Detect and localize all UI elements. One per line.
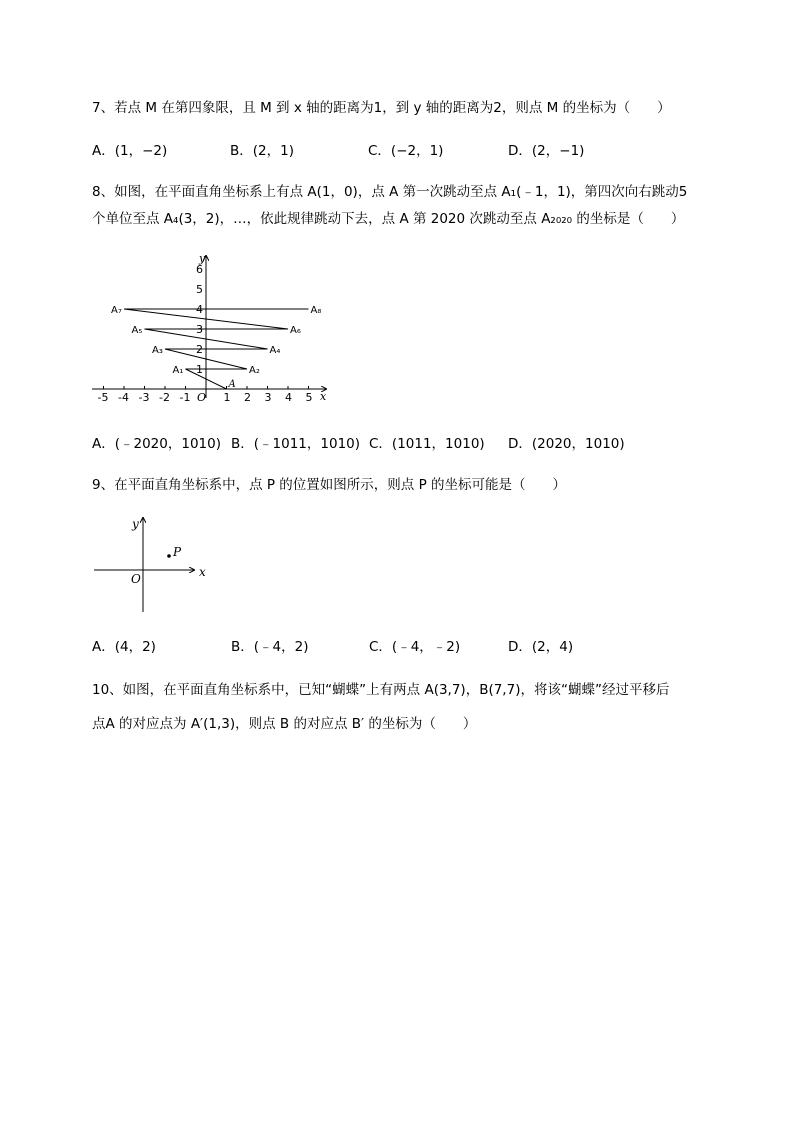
- q8-figure: [86, 248, 336, 408]
- q9-point-p: [167, 554, 171, 558]
- q9-stem: 9、在平面直角坐标系中，点 P 的位置如图所示，则点 P 的坐标可能是（ ）: [92, 477, 567, 493]
- q8-point-label: A₂: [249, 365, 260, 376]
- q9-origin-label: O: [131, 572, 141, 586]
- q7-option-a: A．(1，−2): [92, 143, 168, 159]
- q8-y-tick-label: 4: [196, 303, 203, 316]
- q8-x-label: x: [320, 390, 327, 403]
- q8-y-tick-label: 2: [196, 343, 203, 356]
- q8-point-label: A₇: [111, 305, 122, 316]
- q8-point-label: A: [228, 379, 236, 390]
- q9-option-b: B．(﹣4，2): [231, 639, 309, 655]
- q8-point-label: A₅: [131, 325, 143, 336]
- q8-y-tick-label: 3: [196, 323, 203, 336]
- q9-figure: [90, 512, 220, 616]
- q8-y-label: y: [199, 252, 206, 265]
- q8-point-label: A₈: [310, 305, 322, 316]
- q8-point-label: A₁: [172, 365, 184, 376]
- q8-x-tick-label: 5: [305, 391, 313, 404]
- q8-option-b: B．(﹣1011，1010): [231, 436, 361, 452]
- q8-x-tick-label: -3: [138, 391, 150, 404]
- q8-point-label: A₄: [269, 345, 281, 356]
- q7-option-b: B．(2，1): [230, 143, 294, 159]
- q8-x-tick-label: -2: [159, 391, 170, 404]
- q8-x-tick-label: -4: [118, 391, 129, 404]
- q8-x-tick-label: -1: [179, 391, 191, 404]
- q8-x-tick-label: 4: [285, 391, 292, 404]
- q8-point-label: A₃: [152, 345, 163, 356]
- q8-x-tick-label: -5: [97, 391, 109, 404]
- q8-y-tick-label: 1: [196, 363, 203, 376]
- q9-point-label: P: [173, 545, 182, 559]
- q8-y-tick-label: 5: [196, 283, 203, 296]
- q9-y-label: y: [132, 517, 139, 531]
- q9-option-c: C．(﹣4，﹣2): [369, 639, 461, 655]
- q8-option-c: C．(1011，1010): [369, 436, 485, 452]
- q7-option-d: D．(2，−1): [508, 143, 585, 159]
- q8-origin-label: O: [197, 391, 207, 404]
- q8-x-tick-label: 3: [264, 391, 272, 404]
- q10-stem-line2: 点A 的对应点为 A′(1,3)，则点 B 的对应点 B′ 的坐标为（ ）: [92, 716, 477, 732]
- q8-option-d: D．(2020，1010): [508, 436, 625, 452]
- q8-option-a: A．(﹣2020，1010): [92, 436, 221, 452]
- q8-x-tick-label: 1: [223, 391, 231, 404]
- q9-option-a: A．(4，2): [92, 639, 156, 655]
- q9-x-label: x: [199, 565, 206, 579]
- q9-option-d: D．(2，4): [508, 639, 574, 655]
- q8-point-label: A₆: [290, 325, 301, 336]
- q8-stem-line1: 8、如图，在平面直角坐标系上有点 A(1，0)，点 A 第一次跳动至点 A₁(﹣1，1)，第四次向右跳动5: [92, 184, 688, 200]
- q7-stem: 7、若点 M 在第四象限，且 M 到 x 轴的距离为1，到 y 轴的距离为2，则点 M 的坐标为（ ）: [92, 100, 671, 116]
- q7-option-c: C．(−2，1): [368, 143, 444, 159]
- q8-x-tick-label: 2: [244, 391, 251, 404]
- q8-stem-line2: 个单位至点 A₄(3，2)，…，依此规律跳动下去，点 A 第 2020 次跳动至点 A₂₀₂₀ 的坐标是（ ）: [92, 211, 685, 227]
- q10-stem-line1: 10、如图，在平面直角坐标系中，已知“蝴蝶”上有两点 A(3,7)，B(7,7)，将该“蝴蝶”经过平移后: [92, 682, 670, 698]
- q8-y-tick-label: 6: [196, 263, 203, 276]
